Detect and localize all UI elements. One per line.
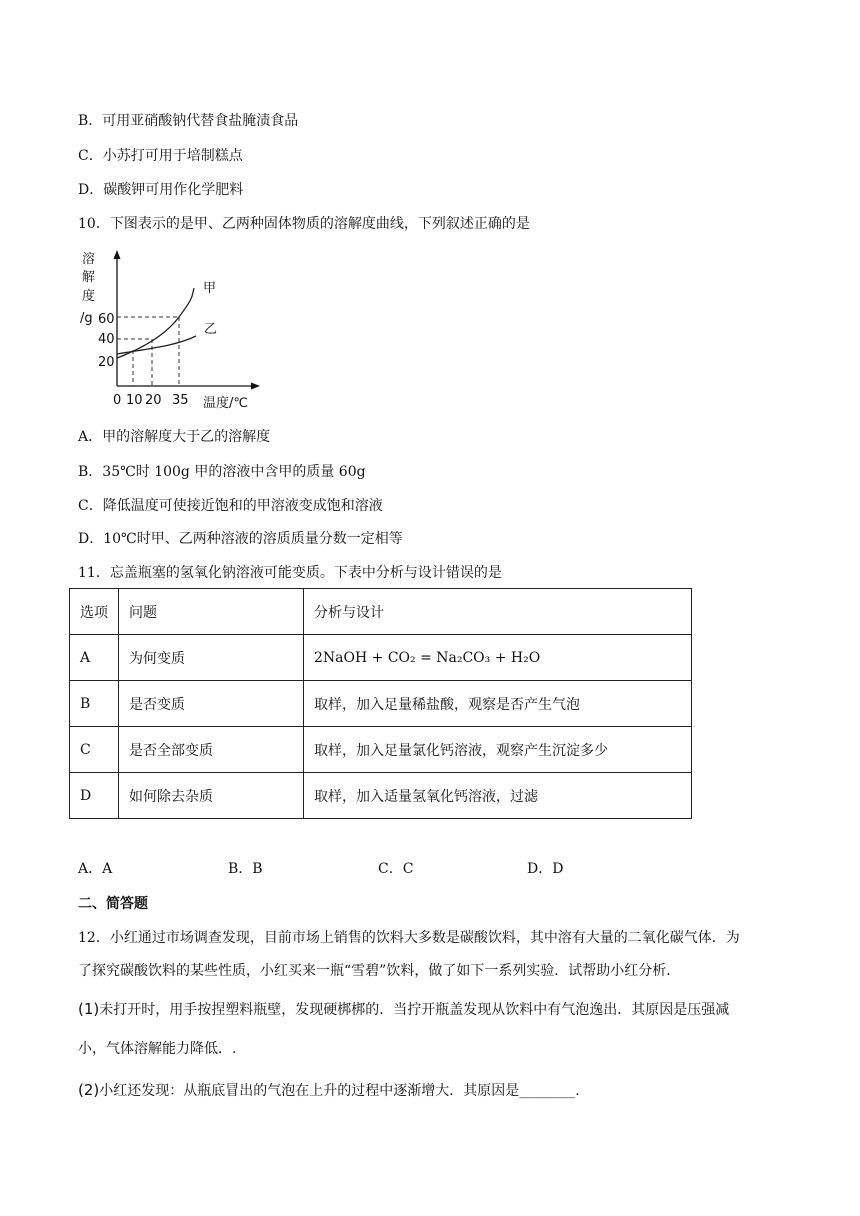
y-label-char-1: 溶 xyxy=(82,252,96,267)
x-tick-10: 10 xyxy=(126,393,143,408)
x-axis-arrow xyxy=(251,383,260,390)
row-analysis: 取样，加入适量氢氧化钙溶液，过滤 xyxy=(304,773,692,819)
header-analysis: 分析与设计 xyxy=(304,589,692,635)
table-row xyxy=(70,773,692,819)
x-tick-20: 20 xyxy=(145,393,162,408)
y-label-char-2: 解 xyxy=(82,270,96,285)
table-header-row xyxy=(70,589,692,635)
row-question: 如何除去杂质 xyxy=(119,773,304,819)
header-question: 问题 xyxy=(119,589,304,635)
row-question: 是否变质 xyxy=(119,681,304,727)
q12-sub1-line2: 小，气体溶解能力降低．. xyxy=(78,1041,237,1057)
y-label-char-3: 度 xyxy=(82,289,96,304)
q11-table xyxy=(69,588,692,819)
y-axis-arrow xyxy=(114,250,121,259)
q11-stem: 11．忘盖瓶塞的氢氧化钠溶液可能变质。下表中分析与设计错误的是 xyxy=(78,565,502,581)
sub2-text: 小红还发现：从瓶底冒出的气泡在上升的过程中逐渐增大．其原因是________. xyxy=(99,1083,580,1099)
row-option: A xyxy=(70,635,119,681)
x-tick-0: 0 xyxy=(113,393,122,408)
sub1-number: (1) xyxy=(78,1000,100,1018)
row-question: 是否全部变质 xyxy=(119,727,304,773)
row-analysis: 取样，加入足量稀盐酸，观察是否产生气泡 xyxy=(304,681,692,727)
q9-option-b: B．可用亚硝酸钠代替食盐腌渍食品 xyxy=(78,113,299,129)
q10-option-c: C．降低温度可使接近饱和的甲溶液变成饱和溶液 xyxy=(78,498,383,514)
q11-answer-c: C．C xyxy=(378,861,414,877)
q12-stem-line1: 12．小红通过市场调查发现，目前市场上销售的饮料大多数是碳酸饮料，其中溶有大量的二氧化碳气体．为 xyxy=(78,930,740,946)
row-option: C xyxy=(70,727,119,773)
y-label-char-4: /g xyxy=(80,311,93,326)
y-tick-40: 40 xyxy=(98,332,115,347)
q10-option-d: D．10℃时甲、乙两种溶液的溶质质量分数一定相等 xyxy=(78,531,403,547)
row-option: B xyxy=(70,681,119,727)
row-analysis: 取样，加入足量氯化钙溶液，观察产生沉淀多少 xyxy=(304,727,692,773)
sub1-text: 未打开时，用手按捏塑料瓶壁，发现硬梆梆的．当拧开瓶盖发现从饮料中有气泡逸出．其原因是压强减 xyxy=(99,1002,730,1018)
q10-option-b: B．35℃时 100g 甲的溶液中含甲的质量 60g xyxy=(78,464,366,480)
table-row xyxy=(70,727,692,773)
curve-label-jia: 甲 xyxy=(203,281,217,296)
section-title: 二、简答题 xyxy=(78,896,148,912)
q12-sub2 xyxy=(78,1080,580,1101)
table-row xyxy=(70,681,692,727)
x-label: 温度/℃ xyxy=(203,396,248,411)
q12-sub1-line1 xyxy=(78,999,729,1020)
q12-stem-line2: 了探究碳酸饮料的某些性质，小红买来一瓶“雪碧”饮料，做了如下一系列实验．试帮助小红分析． xyxy=(78,963,681,979)
q9-option-c: C．小苏打可用于培制糕点 xyxy=(78,148,243,164)
q11-answer-b: B．B xyxy=(228,861,263,877)
q11-answer-d: D．D xyxy=(527,861,564,877)
q11-answer-a: A．A xyxy=(78,861,113,877)
header-option: 选项 xyxy=(70,589,119,635)
x-tick-35: 35 xyxy=(172,393,189,408)
row-option: D xyxy=(70,773,119,819)
row-question: 为何变质 xyxy=(119,635,304,681)
table-row xyxy=(70,635,692,681)
sub2-number: (2) xyxy=(78,1081,100,1099)
row-analysis: 2NaOH + CO₂ = Na₂CO₃ + H₂O xyxy=(304,635,692,681)
q10-stem: 10．下图表示的是甲、乙两种固体物质的溶解度曲线，下列叙述正确的是 xyxy=(78,216,530,232)
curve-label-yi: 乙 xyxy=(204,322,218,337)
y-tick-60: 60 xyxy=(98,312,115,327)
solubility-curve-figure xyxy=(76,244,276,414)
q10-option-a: A．甲的溶解度大于乙的溶解度 xyxy=(78,429,271,445)
y-tick-20: 20 xyxy=(98,355,115,370)
q9-option-d: D．碳酸钾可用作化学肥料 xyxy=(78,182,244,198)
